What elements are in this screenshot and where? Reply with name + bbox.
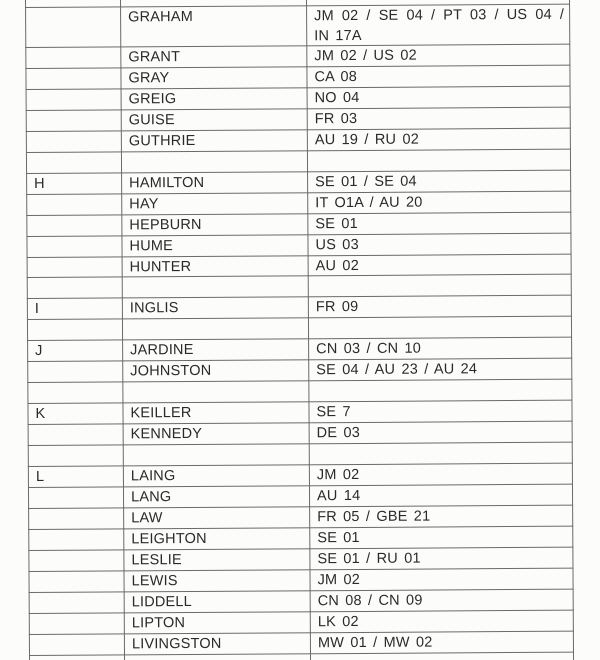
location-codes [316, 317, 566, 319]
surname: LEWIS [131, 572, 178, 590]
surname: KEILLER [130, 405, 192, 422]
surname: LIDDELL [131, 593, 192, 611]
location-codes: JM 02 / SE 04 / PT 03 / US 04 / IN 17A [314, 6, 565, 45]
location-codes: SE 01 [317, 529, 360, 547]
surname: INGLIS [129, 300, 179, 317]
location-codes: MW 01 / MW 02 [317, 634, 433, 651]
location-codes [317, 443, 567, 445]
location-codes: IT O1A / AU 20 [315, 194, 423, 211]
surname: LEIGHTON [131, 530, 207, 548]
surname: HUME [129, 237, 174, 254]
location-codes: JM 02 [316, 466, 360, 484]
location-codes: SE 01 [315, 215, 358, 232]
index-letter: J [35, 343, 43, 360]
surname: LANG [130, 489, 172, 506]
surname: JOHNSTON [130, 363, 212, 380]
surname: HUNTER [129, 258, 192, 275]
location-codes: FR 05 / GBE 21 [317, 508, 431, 526]
index-letter: K [35, 406, 46, 423]
location-codes: JM 02 / US 02 [314, 47, 417, 65]
surname: HAY [129, 195, 159, 213]
location-codes [318, 652, 568, 654]
surname: GUTHRIE [128, 132, 196, 150]
location-codes [316, 275, 566, 277]
surname: KENNEDY [130, 426, 203, 443]
location-codes: SE 04 / AU 23 / AU 24 [316, 361, 478, 379]
index-letter: I [34, 301, 40, 318]
index-letter: L [35, 468, 45, 485]
surname: HEPBURN [129, 216, 202, 233]
surname: GRANT [128, 49, 181, 66]
surname: GREIG [128, 90, 177, 108]
location-codes: DE 03 [316, 425, 361, 442]
surname: HAMILTON [129, 174, 205, 192]
location-codes: FR 09 [315, 299, 359, 316]
location-codes: SE 01 / SE 04 [315, 173, 417, 190]
surname: LIVINGSTON [131, 635, 222, 652]
surname: JARDINE [130, 342, 194, 359]
location-codes [316, 380, 566, 382]
location-codes: CN 08 / CN 09 [317, 592, 423, 609]
surname: LAING [130, 468, 176, 485]
surname-table [25, 0, 574, 660]
location-codes: AU 19 / RU 02 [314, 131, 420, 149]
surname: LAW [131, 510, 163, 527]
index-letter: H [34, 175, 45, 192]
location-codes: AU 14 [316, 487, 361, 505]
location-codes: SE 7 [316, 404, 351, 421]
table-row [25, 4, 570, 47]
location-codes: FR 03 [314, 110, 358, 128]
location-codes: SE 01 / RU 01 [317, 550, 421, 568]
location-codes: LK 02 [317, 613, 359, 630]
surname: LESLIE [131, 551, 182, 569]
location-codes: AU 02 [315, 257, 359, 274]
location-codes: CN 03 / CN 10 [316, 340, 422, 358]
location-codes [315, 149, 565, 151]
location-codes: CA 08 [314, 68, 358, 86]
surname: GRAHAM [128, 8, 193, 26]
location-codes: JM 02 [317, 571, 361, 588]
location-codes: US 03 [315, 236, 359, 253]
surname: LIPTON [131, 614, 186, 631]
surname: GUISE [128, 111, 175, 129]
surname: GRAY [128, 70, 170, 87]
location-codes: NO 04 [314, 89, 360, 107]
